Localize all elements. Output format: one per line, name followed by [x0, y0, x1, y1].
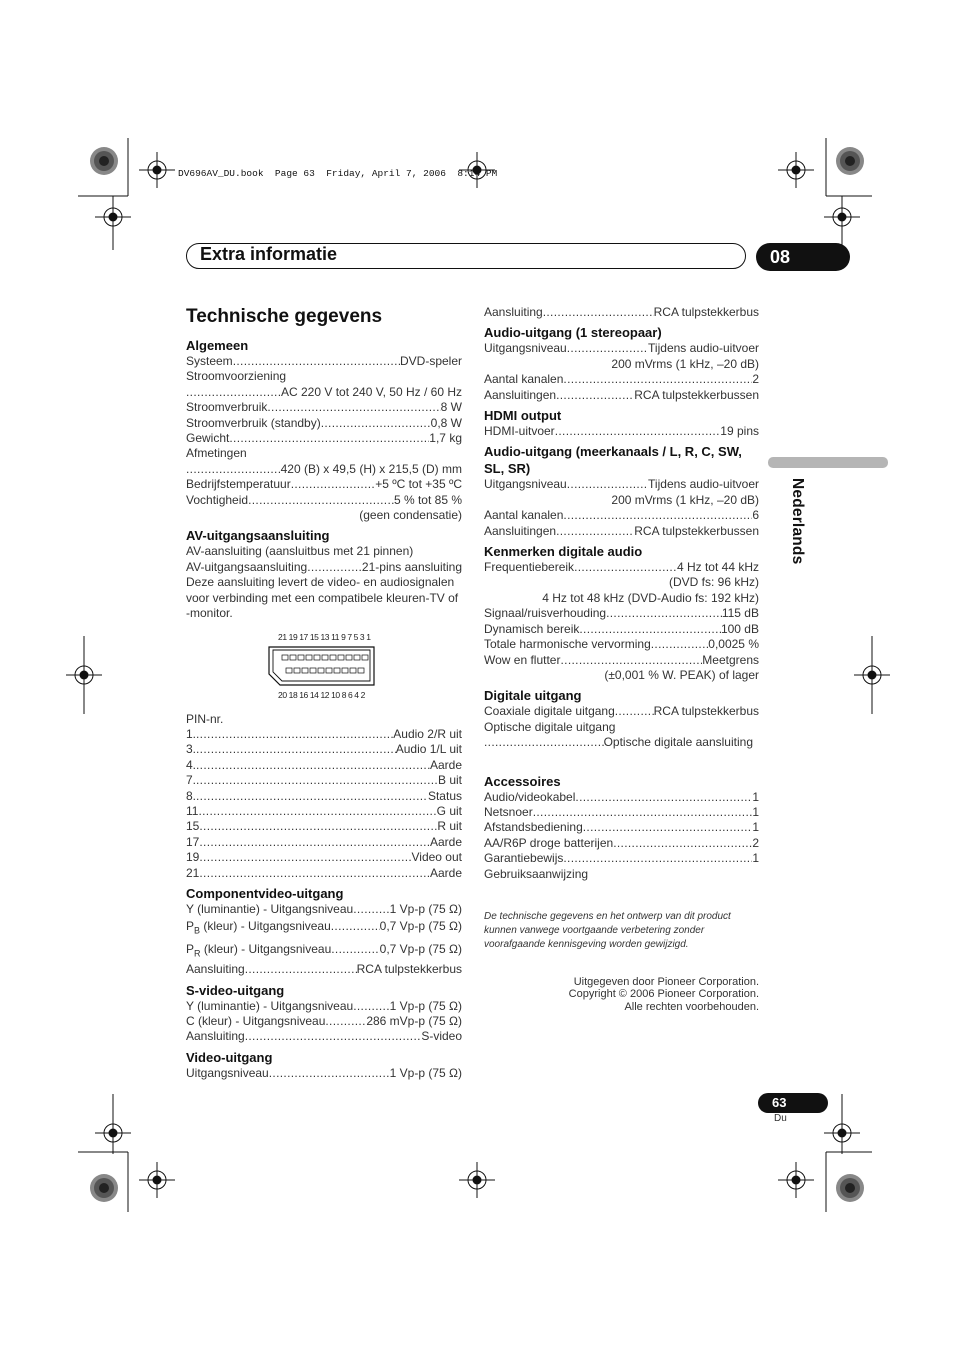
spec-row: Dynamisch bereik . . . 100 dB [484, 622, 759, 637]
section-heading-svideo: S-video-uitgang [186, 982, 285, 998]
pin-row: 17 . . . Aarde [186, 835, 462, 850]
accessory-item: Netsnoer . . . 1 [484, 805, 759, 820]
spec-row: Frequentiebereik . . . 4 Hz tot 44 kHz [484, 560, 759, 575]
section-heading-algemeen: Algemeen [186, 338, 249, 353]
spec-row: Aansluiting . . . RCA tulpstekkerbus [186, 962, 462, 977]
section-heading-component: Componentvideo-uitgang [186, 885, 344, 901]
pin-numbers-top: 21 19 17 15 13 11 9 7 5 3 1 [278, 631, 371, 642]
spec-row: Y (luminantie) - Uitgangsniveau . . . 1 Vp-p (75 Ω) [186, 902, 462, 917]
spec-row: Bedrijfstemperatuur . . . +5 ºC tot +35 ºC [186, 477, 462, 492]
section-heading-digital-out: Digitale uitgang [484, 688, 582, 704]
registration-star-top-right [836, 147, 864, 175]
spec-note: (geen condensatie) [359, 508, 462, 523]
spec-note: (DVD fs: 96 kHz) [668, 575, 759, 590]
spec-row: . . . 420 (B) x 49,5 (H) x 215,5 (D) mm [186, 462, 462, 477]
left-column [186, 305, 462, 1081]
spec-label: AV-aansluiting (aansluitbus met 21 pinnen) [186, 544, 414, 559]
spec-row: Coaxiale digitale uitgang . . . RCA tulpstekkerbus [484, 704, 759, 719]
spec-row: . . . Optische digitale aansluiting [484, 735, 759, 750]
spec-note: (±0,001 % W. PEAK) of lager [604, 667, 759, 682]
registration-star-bottom-right [836, 1174, 864, 1202]
pin-row: 21 . . . Aarde [186, 866, 462, 881]
spec-label: Optische digitale uitgang [484, 719, 616, 734]
accessory-item: Garantiebewijs . . . 1 [484, 851, 759, 866]
accessory-item: Gebruiksaanwijzing [484, 866, 589, 881]
pin-list [186, 727, 462, 881]
spec-note: 200 mVrms (1 kHz, –20 dB) [611, 356, 759, 371]
page-language-code: Du [774, 1113, 787, 1124]
spec-label: Stroomvoorziening [186, 369, 287, 384]
chapter-number: 08 [756, 243, 850, 271]
accessory-item: AA/R6P droge batterijen . . . 2 [484, 836, 759, 851]
spec-row: Aansluitingen . . . RCA tulpstekkerbussen [484, 524, 759, 539]
av-description: Deze aansluiting levert de video- en audiosignalen voor verbinding met een compatibele kleuren-TV of -monitor. [186, 575, 459, 621]
language-tab-label: Nederlands [789, 478, 806, 565]
scart-connector-diagram [186, 630, 462, 708]
spec-row: Stroomverbruik (standby) . . . 0,8 W [186, 416, 462, 431]
spec-row: Uitgangsniveau . . . Tijdens audio-uitvoer [484, 341, 759, 356]
section-heading-audio-multi: Audio-uitgang (meerkanaals / L, R, C, SW, SL, SR) [484, 444, 742, 477]
spec-row: $P_R$ (kleur) - Uitgangsniveau . . . 0,7 Vp-p (75 Ω) [186, 940, 462, 962]
section-heading-accessoires: Accessoires [484, 773, 561, 789]
spec-row: Wow en flutter . . . Meetgrens [484, 653, 759, 668]
section-heading-audio-stereo: Audio-uitgang (1 stereopaar) [484, 325, 662, 341]
pin-row: 4. . . . Aarde [186, 758, 462, 773]
section-heading-video: Video-uitgang [186, 1049, 273, 1065]
spec-row: Systeem . . . DVD-speler [186, 354, 462, 369]
registration-star-bottom-left [90, 1174, 118, 1202]
spec-label: Afmetingen [186, 446, 247, 461]
scart-connector-icon [268, 646, 376, 686]
spec-row: Aantal kanalen . . . 6 [484, 508, 759, 523]
spec-row: Stroomverbruik . . . 8 W [186, 400, 462, 415]
accessory-item: Afstandsbediening . . . 1 [484, 820, 759, 835]
spec-row: Aansluiting . . . S-video [186, 1029, 462, 1044]
accessory-item: Audio/videokabel . . . 1 [484, 790, 759, 805]
spec-row: $P_B$ (kleur) - Uitgangsniveau . . . 0,7 Vp-p (75 Ω) [186, 917, 462, 939]
page-title: Technische gegevens [186, 306, 383, 327]
page-number: 63 [758, 1093, 828, 1113]
language-tab-bar [768, 457, 888, 468]
publisher-info: Uitgegeven door Pioneer Corporation. Copyright © 2006 Pioneer Corporation. Alle rechten voorbehouden. [568, 975, 759, 1013]
spec-row: Totale harmonische vervorming . . . 0,0025 % [484, 637, 759, 652]
spec-row: Signaal/ruisverhouding . . . 115 dB [484, 606, 759, 621]
pin-row: 15 . . . R uit [186, 819, 462, 834]
spec-row: Aansluiting . . . RCA tulpstekkerbus [484, 305, 759, 320]
right-column [484, 305, 759, 1013]
disclaimer-note: De technische gegevens en het ontwerp van dit product kunnen vanwege voortgaande verbetering zonder voorafgaande kennisgeving worden gewijzigd. [484, 910, 731, 950]
pin-row: 7. . . . B uit [186, 773, 462, 788]
spec-row: Gewicht . . . 1,7 kg [186, 431, 462, 446]
spec-row: AV-uitgangsaansluiting . . . 21-pins aansluiting [186, 560, 462, 575]
spec-row: HDMI-uitvoer . . . 19 pins [484, 424, 759, 439]
accessories-list [484, 790, 759, 867]
section-heading-av: AV-uitgangsaansluiting [186, 528, 330, 544]
spec-row: Uitgangsniveau . . . Tijdens audio-uitvoer [484, 477, 759, 492]
spec-row: Y (luminantie) - Uitgangsniveau . . . 1 Vp-p (75 Ω) [186, 999, 462, 1014]
pin-row: 11 . . . G uit [186, 804, 462, 819]
spec-row: Uitgangsniveau . . . 1 Vp-p (75 Ω) [186, 1066, 462, 1081]
spec-row: C (kleur) - Uitgangsniveau . . . 286 mVp-p (75 Ω) [186, 1014, 462, 1029]
spec-note: 200 mVrms (1 kHz, –20 dB) [611, 492, 759, 507]
pin-row: 3. . . . Audio 1/L uit [186, 742, 462, 757]
pin-header: PIN-nr. [186, 711, 224, 726]
spec-row: Vochtigheid . . . 5 % tot 85 % [186, 493, 462, 508]
pin-row: 19 . . . Video out [186, 850, 462, 865]
spec-row: Aantal kanalen . . . 2 [484, 372, 759, 387]
section-heading-digital-audio: Kenmerken digitale audio [484, 544, 643, 560]
pin-row: 8. . . . Status [186, 789, 462, 804]
registration-star-top-left [90, 147, 118, 175]
spec-row: . . . AC 220 V tot 240 V, 50 Hz / 60 Hz [186, 385, 462, 400]
pin-numbers-bottom: 20 18 16 14 12 10 8 6 4 2 [278, 689, 365, 700]
chapter-title: Extra informatie [200, 244, 338, 264]
spec-row: Aansluitingen . . . RCA tulpstekkerbussen [484, 388, 759, 403]
section-heading-hdmi: HDMI output [484, 408, 562, 424]
pin-row: 1. . . . Audio 2/R uit [186, 727, 462, 742]
spec-note: 4 Hz tot 48 kHz (DVD-Audio fs: 192 kHz) [542, 590, 759, 605]
book-file-line: DV696AV_DU.book Page 63 Friday, April 7, 2006 8:14 PM [178, 168, 498, 179]
